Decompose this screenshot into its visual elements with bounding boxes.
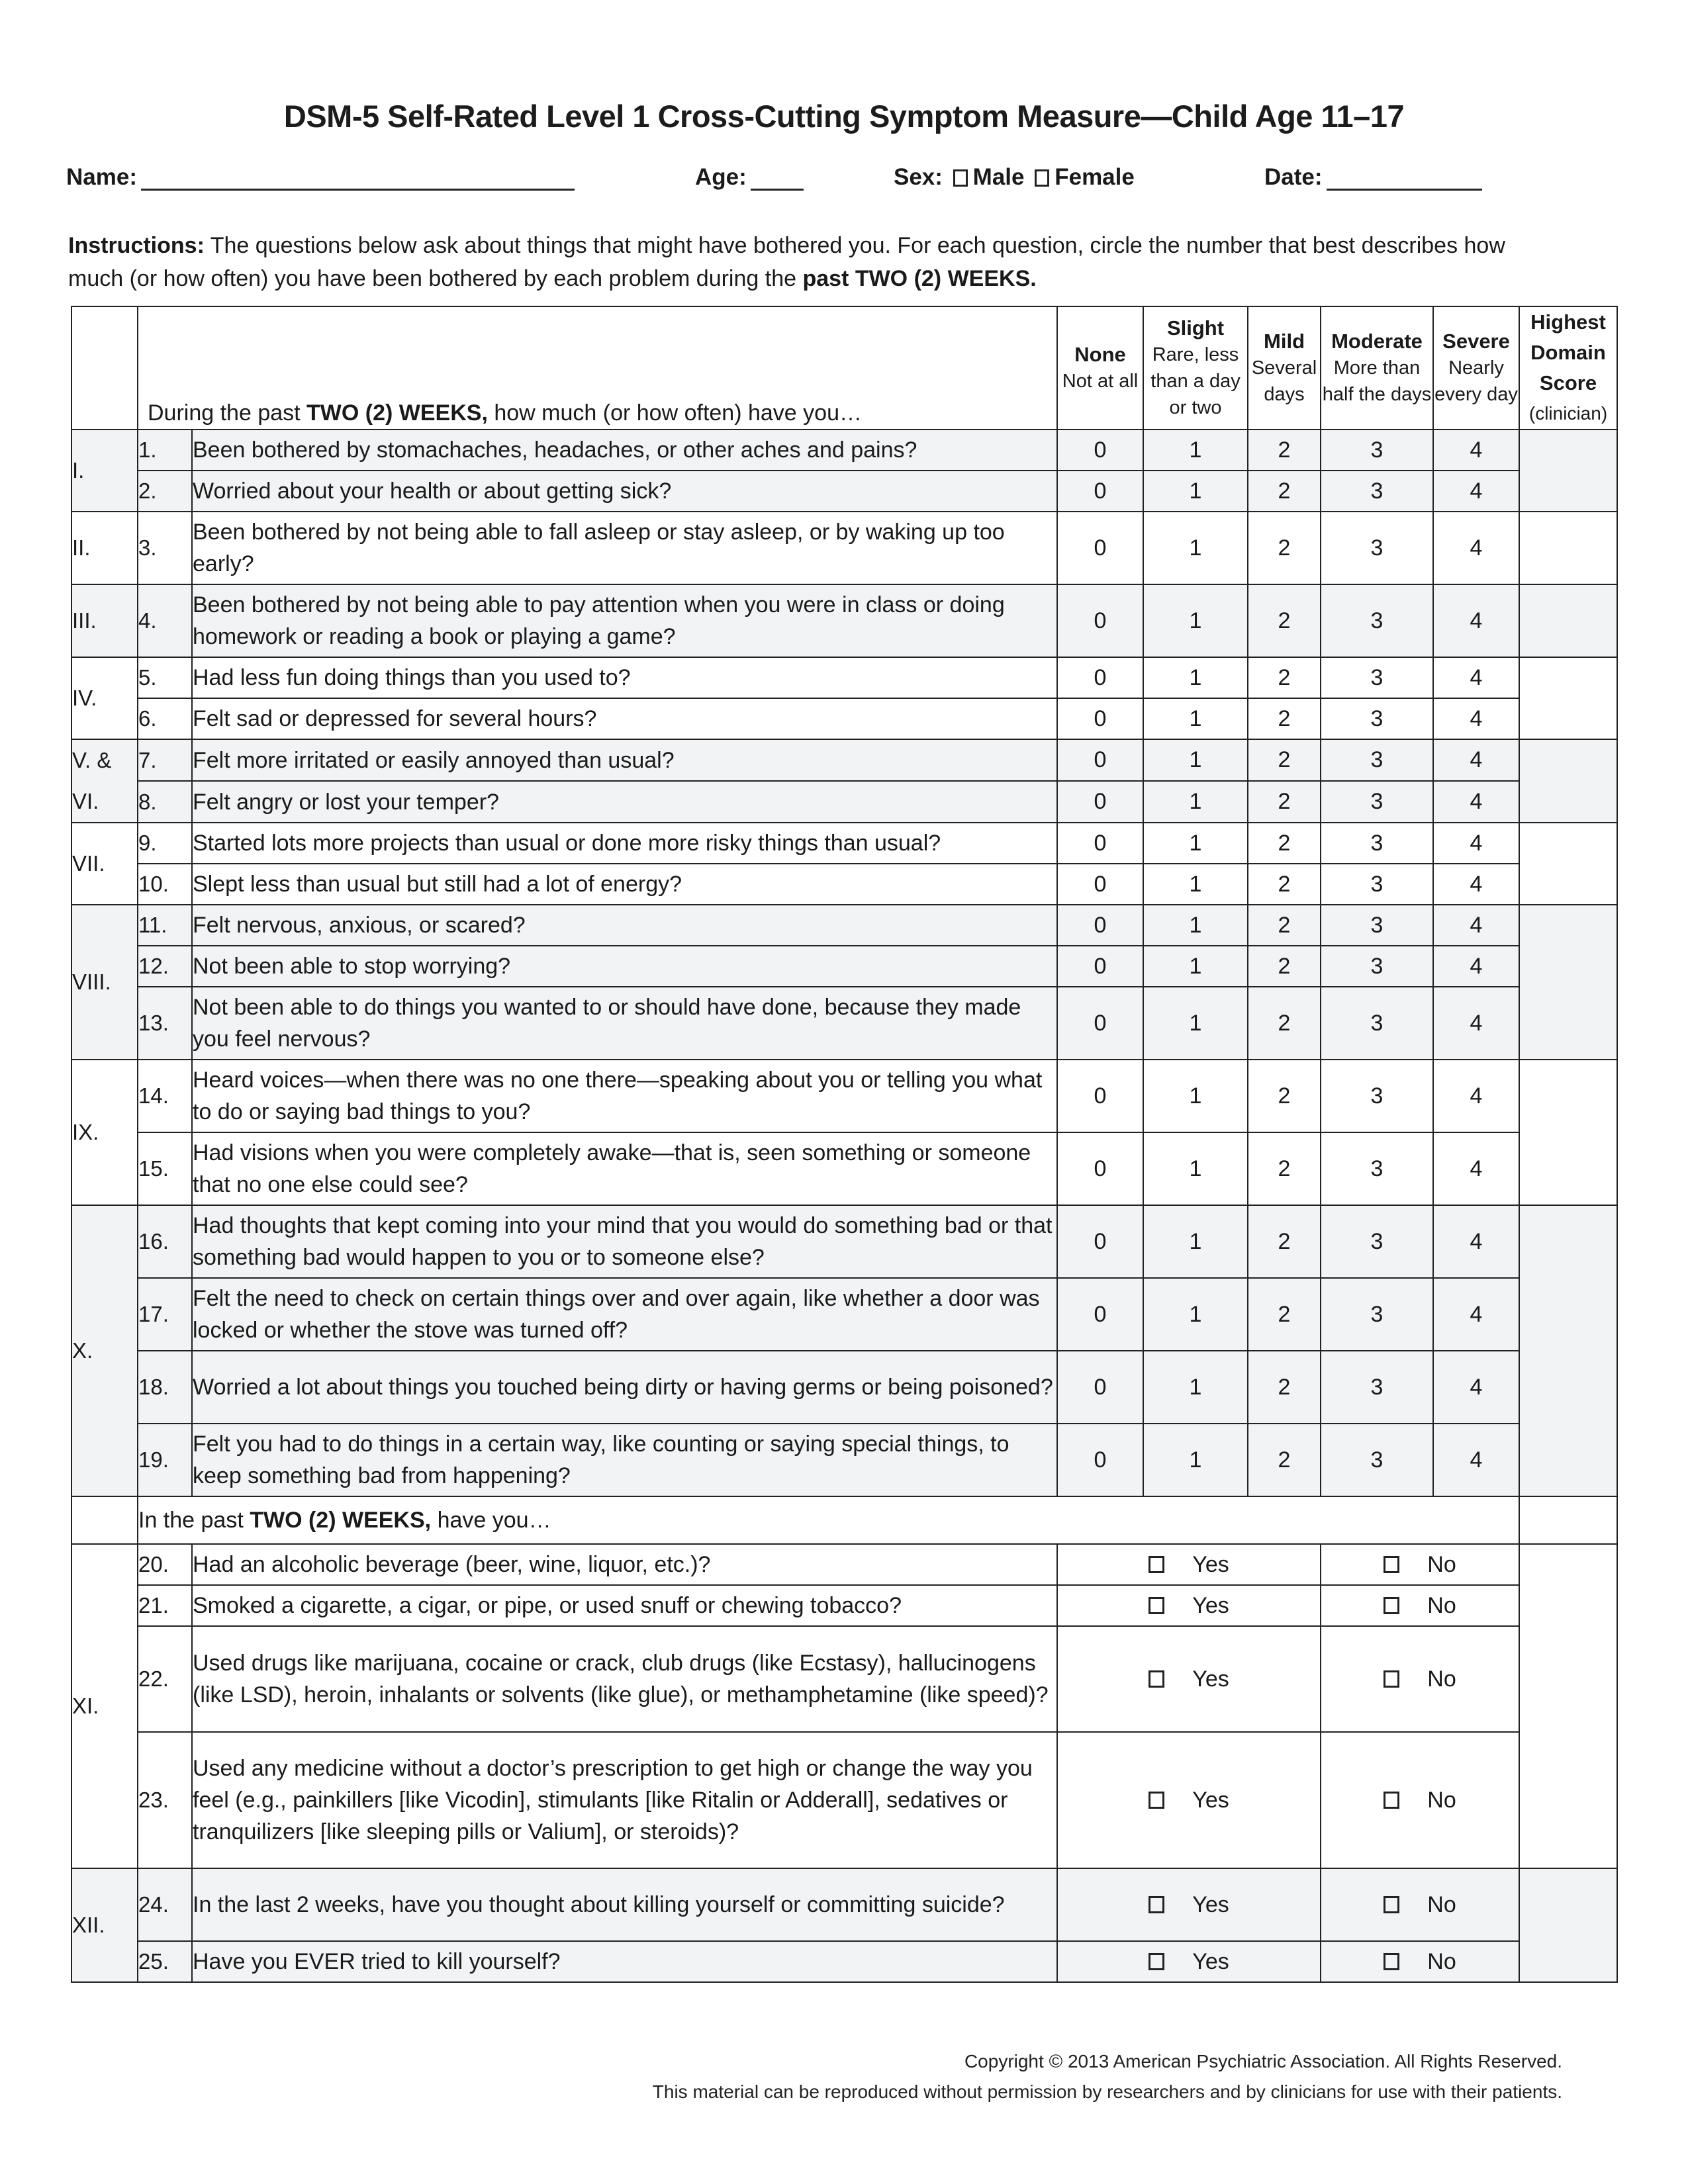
score-option-mild[interactable]: 2 xyxy=(1248,739,1321,781)
score-option-slight[interactable]: 1 xyxy=(1143,946,1248,987)
item-number: 22. xyxy=(138,1626,192,1732)
score-option-moderate[interactable]: 3 xyxy=(1321,781,1433,823)
female-label: Female xyxy=(1055,164,1135,190)
table-row xyxy=(71,1424,1617,1496)
highest-domain-score-cell[interactable] xyxy=(1519,584,1617,657)
highest-domain-score-cell[interactable] xyxy=(1519,1544,1617,1868)
item-number: 3. xyxy=(138,512,192,584)
section2-prompt-bold: TWO (2) WEEKS, xyxy=(250,1507,432,1533)
highest-domain-score-cell[interactable] xyxy=(1519,823,1617,905)
yes-option[interactable] xyxy=(1057,1941,1321,1982)
yes-label: Yes xyxy=(1192,1592,1229,1618)
no-label: No xyxy=(1427,1551,1456,1577)
domain-header xyxy=(71,306,138,430)
table-row xyxy=(71,698,1617,739)
section1-prompt-pre: During the past xyxy=(148,400,307,426)
item-number: 12. xyxy=(138,946,192,987)
item-question: Been bothered by not being able to fall asleep or stay asleep, or by waking up too early? xyxy=(192,512,1057,584)
score-option-moderate[interactable]: 3 xyxy=(1321,864,1433,905)
col-desc: Not at all xyxy=(1062,371,1139,392)
highest-domain-score-cell[interactable] xyxy=(1519,657,1617,739)
item-number: 7. xyxy=(138,739,192,781)
respondent-info xyxy=(66,164,1589,204)
score-option-none[interactable]: 0 xyxy=(1057,1205,1143,1278)
score-option-mild[interactable]: 2 xyxy=(1248,987,1321,1060)
no-checkbox[interactable] xyxy=(1383,1953,1399,1970)
no-option[interactable] xyxy=(1321,1585,1519,1626)
col-name: Moderate xyxy=(1331,330,1423,353)
score-option-none[interactable]: 0 xyxy=(1057,987,1143,1060)
score-option-mild[interactable]: 2 xyxy=(1248,657,1321,698)
score-option-none[interactable]: 0 xyxy=(1057,657,1143,698)
score-option-severe[interactable]: 4 xyxy=(1433,657,1519,698)
no-checkbox[interactable] xyxy=(1383,1670,1399,1688)
table-row xyxy=(71,1351,1617,1424)
item-question: Felt more irritated or easily annoyed than usual? xyxy=(192,739,1057,781)
score-option-severe[interactable]: 4 xyxy=(1433,864,1519,905)
table-row xyxy=(71,512,1617,584)
score-option-mild[interactable]: 2 xyxy=(1248,1351,1321,1424)
highest-domain-score-cell[interactable] xyxy=(1519,1060,1617,1205)
section2-prompt-row xyxy=(71,1496,1617,1544)
no-label: No xyxy=(1427,1666,1456,1692)
item-number: 5. xyxy=(138,657,192,698)
instructions-text: The questions below ask about things that might have bothered you. For each question, circle the number that best describes how much (or how often) you have been bothered by each problem during the xyxy=(68,233,1505,291)
item-question: Slept less than usual but still had a lot of energy? xyxy=(192,864,1057,905)
score-option-mild[interactable]: 2 xyxy=(1248,781,1321,823)
item-question: Used any medicine without a doctor’s prescription to get high or change the way you feel (e.g., painkillers [like Vicodin], stimulants [like Ritalin or Adderall], sedatives or tranquilizers [like sleeping pills or Valium], or steroids)? xyxy=(192,1732,1057,1868)
score-option-slight[interactable]: 1 xyxy=(1143,698,1248,739)
item-question: Started lots more projects than usual or done more risky things than usual? xyxy=(192,823,1057,864)
score-option-moderate[interactable]: 3 xyxy=(1321,1424,1433,1496)
col-desc: More than half the days xyxy=(1322,357,1432,405)
no-checkbox[interactable] xyxy=(1383,1792,1399,1809)
col-header-moderate xyxy=(1321,306,1433,430)
score-option-severe[interactable]: 4 xyxy=(1433,1060,1519,1132)
table-row xyxy=(71,905,1617,946)
score-option-slight[interactable]: 1 xyxy=(1143,471,1248,512)
item-question: Been bothered by stomachaches, headaches, or other aches and pains? xyxy=(192,430,1057,471)
yes-checkbox[interactable] xyxy=(1149,1556,1164,1573)
female-checkbox[interactable] xyxy=(1035,169,1049,187)
score-option-slight[interactable]: 1 xyxy=(1143,657,1248,698)
symptom-table xyxy=(71,306,1618,1983)
table-row xyxy=(71,1732,1617,1868)
no-option[interactable] xyxy=(1321,1626,1519,1732)
table-row xyxy=(71,1205,1617,1278)
score-option-mild[interactable]: 2 xyxy=(1248,1060,1321,1132)
item-number: 23. xyxy=(138,1732,192,1868)
item-question: Had visions when you were completely awake—that is, seen something or someone that no one else could see? xyxy=(192,1132,1057,1205)
sex-label: Sex: xyxy=(894,164,943,190)
score-option-mild[interactable]: 2 xyxy=(1248,1424,1321,1496)
table-row xyxy=(71,657,1617,698)
item-question: Felt you had to do things in a certain way, like counting or saying special things, to keep something bad from happening? xyxy=(192,1424,1057,1496)
score-option-severe[interactable]: 4 xyxy=(1433,584,1519,657)
instructions-label: Instructions: xyxy=(68,233,205,258)
yes-label: Yes xyxy=(1192,1551,1229,1577)
score-option-severe[interactable]: 4 xyxy=(1433,905,1519,946)
col-name: Severe xyxy=(1442,330,1510,353)
domain-label: II. xyxy=(71,512,138,584)
score-option-slight[interactable]: 1 xyxy=(1143,1205,1248,1278)
permission-text: This material can be reproduced without permission by researchers and by clinicians for use with their patients. xyxy=(652,2081,1562,2102)
domain-label: V. & VI. xyxy=(71,739,138,823)
item-number: 14. xyxy=(138,1060,192,1132)
date-label: Date: xyxy=(1264,164,1323,190)
yes-option[interactable] xyxy=(1057,1544,1321,1585)
yes-checkbox[interactable] xyxy=(1149,1597,1164,1614)
score-option-mild[interactable]: 2 xyxy=(1248,823,1321,864)
col-name: Domain xyxy=(1530,341,1606,364)
score-option-slight[interactable]: 1 xyxy=(1143,823,1248,864)
item-question: Heard voices—when there was no one there—speaking about you or telling you what to do or saying bad things to you? xyxy=(192,1060,1057,1132)
item-question: In the last 2 weeks, have you thought about killing yourself or committing suicide? xyxy=(192,1868,1057,1941)
score-option-slight[interactable]: 1 xyxy=(1143,584,1248,657)
footer xyxy=(653,2046,1562,2107)
highest-domain-score-cell[interactable] xyxy=(1519,739,1617,823)
item-number: 18. xyxy=(138,1351,192,1424)
score-option-moderate[interactable]: 3 xyxy=(1321,1205,1433,1278)
score-option-severe[interactable]: 4 xyxy=(1433,698,1519,739)
table-row xyxy=(71,987,1617,1060)
score-option-moderate[interactable]: 3 xyxy=(1321,430,1433,471)
no-option[interactable] xyxy=(1321,1868,1519,1941)
yes-checkbox[interactable] xyxy=(1149,1792,1164,1809)
yes-option[interactable] xyxy=(1057,1626,1321,1732)
score-option-moderate[interactable]: 3 xyxy=(1321,584,1433,657)
table-row xyxy=(71,1868,1617,1941)
col-desc: Nearly every day xyxy=(1434,357,1518,405)
item-question: Had less fun doing things than you used to? xyxy=(192,657,1057,698)
name-input[interactable] xyxy=(141,166,575,191)
age-label: Age: xyxy=(695,164,747,190)
domain-label: I. xyxy=(71,430,138,512)
score-option-severe[interactable]: 4 xyxy=(1433,946,1519,987)
table-row xyxy=(71,946,1617,987)
domain-label: III. xyxy=(71,584,138,657)
score-option-mild[interactable]: 2 xyxy=(1248,946,1321,987)
domain-label: IX. xyxy=(71,1060,138,1205)
highest-domain-score-cell[interactable] xyxy=(1519,1205,1617,1496)
table-header-row xyxy=(71,306,1617,430)
empty-score-cell xyxy=(1519,1496,1617,1544)
name-field[interactable] xyxy=(66,164,575,191)
score-option-moderate[interactable]: 3 xyxy=(1321,905,1433,946)
col-desc: Rare, less than a day or two xyxy=(1150,344,1241,418)
no-checkbox[interactable] xyxy=(1383,1896,1399,1913)
domain-label: XI. xyxy=(71,1544,138,1868)
item-number: 9. xyxy=(138,823,192,864)
yes-option[interactable] xyxy=(1057,1585,1321,1626)
col-name: Highest xyxy=(1530,310,1606,334)
score-option-none[interactable]: 0 xyxy=(1057,512,1143,584)
score-option-none[interactable]: 0 xyxy=(1057,781,1143,823)
score-option-severe[interactable]: 4 xyxy=(1433,781,1519,823)
score-option-mild[interactable]: 2 xyxy=(1248,905,1321,946)
score-option-none[interactable]: 0 xyxy=(1057,1278,1143,1351)
score-option-severe[interactable]: 4 xyxy=(1433,739,1519,781)
col-name: Score xyxy=(1539,371,1597,394)
score-option-moderate[interactable]: 3 xyxy=(1321,471,1433,512)
table-row xyxy=(71,1278,1617,1351)
score-option-none[interactable]: 0 xyxy=(1057,698,1143,739)
item-question: Felt angry or lost your temper? xyxy=(192,781,1057,823)
table-row xyxy=(71,1060,1617,1132)
score-option-slight[interactable]: 1 xyxy=(1143,864,1248,905)
domain-label: IV. xyxy=(71,657,138,739)
highest-domain-score-cell[interactable] xyxy=(1519,512,1617,584)
domain-label: VII. xyxy=(71,823,138,905)
score-option-moderate[interactable]: 3 xyxy=(1321,987,1433,1060)
item-number: 21. xyxy=(138,1585,192,1626)
score-option-mild[interactable]: 2 xyxy=(1248,471,1321,512)
item-number: 8. xyxy=(138,781,192,823)
col-header-mild xyxy=(1248,306,1321,430)
table-row xyxy=(71,781,1617,823)
domain-label: XII. xyxy=(71,1868,138,1982)
section1-prompt-post: how much (or how often) have you… xyxy=(487,400,862,426)
item-question: Worried a lot about things you touched being dirty or having germs or being poisoned? xyxy=(192,1351,1057,1424)
score-option-severe[interactable]: 4 xyxy=(1433,1424,1519,1496)
domain-label: X. xyxy=(71,1205,138,1496)
table-row xyxy=(71,1941,1617,1982)
table-row xyxy=(71,471,1617,512)
score-option-mild[interactable]: 2 xyxy=(1248,698,1321,739)
no-option[interactable] xyxy=(1321,1544,1519,1585)
no-label: No xyxy=(1427,1948,1456,1974)
item-number: 2. xyxy=(138,471,192,512)
score-option-slight[interactable]: 1 xyxy=(1143,987,1248,1060)
col-header-none xyxy=(1057,306,1143,430)
score-option-mild[interactable]: 2 xyxy=(1248,584,1321,657)
highest-domain-score-cell[interactable] xyxy=(1519,430,1617,512)
col-name: None xyxy=(1074,343,1126,366)
col-header-slight xyxy=(1143,306,1248,430)
instructions-emphasis: past TWO (2) WEEKS. xyxy=(802,266,1037,291)
domain-label: VIII. xyxy=(71,905,138,1060)
score-option-none[interactable]: 0 xyxy=(1057,864,1143,905)
score-option-slight[interactable]: 1 xyxy=(1143,1351,1248,1424)
item-question: Felt nervous, anxious, or scared? xyxy=(192,905,1057,946)
item-question: Worried about your health or about getting sick? xyxy=(192,471,1057,512)
col-name: Slight xyxy=(1166,316,1225,340)
yes-checkbox[interactable] xyxy=(1149,1670,1164,1688)
score-option-slight[interactable]: 1 xyxy=(1143,512,1248,584)
score-option-none[interactable]: 0 xyxy=(1057,823,1143,864)
score-option-moderate[interactable]: 3 xyxy=(1321,823,1433,864)
table-row xyxy=(71,584,1617,657)
score-option-slight[interactable]: 1 xyxy=(1143,1132,1248,1205)
score-option-mild[interactable]: 2 xyxy=(1248,1278,1321,1351)
table-row xyxy=(71,1626,1617,1732)
score-option-none[interactable]: 0 xyxy=(1057,471,1143,512)
item-question: Been bothered by not being able to pay attention when you were in class or doing homework or reading a book or playing a game? xyxy=(192,584,1057,657)
score-option-none[interactable]: 0 xyxy=(1057,584,1143,657)
score-option-severe[interactable]: 4 xyxy=(1433,823,1519,864)
age-field[interactable] xyxy=(695,164,804,191)
score-option-moderate[interactable]: 3 xyxy=(1321,512,1433,584)
score-option-slight[interactable]: 1 xyxy=(1143,905,1248,946)
empty-domain-cell xyxy=(71,1496,138,1544)
yes-label: Yes xyxy=(1192,1948,1229,1974)
table-row xyxy=(71,739,1617,781)
score-option-slight[interactable]: 1 xyxy=(1143,1060,1248,1132)
score-option-none[interactable]: 0 xyxy=(1057,946,1143,987)
score-option-mild[interactable]: 2 xyxy=(1248,864,1321,905)
score-option-severe[interactable]: 4 xyxy=(1433,1351,1519,1424)
no-label: No xyxy=(1427,1787,1456,1813)
item-question: Felt sad or depressed for several hours? xyxy=(192,698,1057,739)
item-number: 24. xyxy=(138,1868,192,1941)
score-option-none[interactable]: 0 xyxy=(1057,1060,1143,1132)
section2-prompt xyxy=(138,1496,1519,1544)
score-option-mild[interactable]: 2 xyxy=(1248,1205,1321,1278)
no-option[interactable] xyxy=(1321,1941,1519,1982)
score-option-moderate[interactable]: 3 xyxy=(1321,657,1433,698)
score-option-severe[interactable]: 4 xyxy=(1433,1278,1519,1351)
score-option-none[interactable]: 0 xyxy=(1057,739,1143,781)
yes-option[interactable] xyxy=(1057,1868,1321,1941)
yes-label: Yes xyxy=(1192,1891,1229,1917)
name-label: Name: xyxy=(66,164,137,190)
score-option-moderate[interactable]: 3 xyxy=(1321,1278,1433,1351)
score-option-mild[interactable]: 2 xyxy=(1248,512,1321,584)
score-option-slight[interactable]: 1 xyxy=(1143,1424,1248,1496)
score-option-moderate[interactable]: 3 xyxy=(1321,1132,1433,1205)
age-input[interactable] xyxy=(751,166,804,191)
score-option-slight[interactable]: 1 xyxy=(1143,430,1248,471)
section2-prompt-post: have you… xyxy=(431,1507,551,1533)
score-option-none[interactable]: 0 xyxy=(1057,430,1143,471)
no-label: No xyxy=(1427,1891,1456,1917)
no-checkbox[interactable] xyxy=(1383,1597,1399,1614)
item-number: 13. xyxy=(138,987,192,1060)
score-option-moderate[interactable]: 3 xyxy=(1321,739,1433,781)
item-question: Not been able to do things you wanted to or should have done, because they made you feel nervous? xyxy=(192,987,1057,1060)
yes-label: Yes xyxy=(1192,1787,1229,1813)
score-option-severe[interactable]: 4 xyxy=(1433,512,1519,584)
male-checkbox[interactable] xyxy=(953,169,968,187)
item-number: 4. xyxy=(138,584,192,657)
score-option-mild[interactable]: 2 xyxy=(1248,1132,1321,1205)
highest-domain-score-cell[interactable] xyxy=(1519,1868,1617,1982)
form-title: DSM-5 Self-Rated Level 1 Cross-Cutting Symptom Measure—Child Age 11–17 xyxy=(283,99,1405,134)
score-option-moderate[interactable]: 3 xyxy=(1321,698,1433,739)
item-question: Smoked a cigarette, a cigar, or pipe, or used snuff or chewing tobacco? xyxy=(192,1585,1057,1626)
col-desc: Several days xyxy=(1251,357,1317,405)
score-option-moderate[interactable]: 3 xyxy=(1321,1351,1433,1424)
score-option-severe[interactable]: 4 xyxy=(1433,430,1519,471)
item-number: 10. xyxy=(138,864,192,905)
item-number: 11. xyxy=(138,905,192,946)
item-number: 6. xyxy=(138,698,192,739)
table-row xyxy=(71,430,1617,471)
score-option-mild[interactable]: 2 xyxy=(1248,430,1321,471)
item-question: Had thoughts that kept coming into your mind that you would do something bad or that something bad would happen to you or to someone else? xyxy=(192,1205,1057,1278)
yes-label: Yes xyxy=(1192,1666,1229,1692)
score-option-slight[interactable]: 1 xyxy=(1143,1278,1248,1351)
table-row xyxy=(71,1544,1617,1585)
yes-option[interactable] xyxy=(1057,1732,1321,1868)
no-label: No xyxy=(1427,1592,1456,1618)
item-number: 19. xyxy=(138,1424,192,1496)
score-option-none[interactable]: 0 xyxy=(1057,905,1143,946)
item-number: 1. xyxy=(138,430,192,471)
yes-checkbox[interactable] xyxy=(1149,1896,1164,1913)
score-option-slight[interactable]: 1 xyxy=(1143,739,1248,781)
section1-prompt-bold: TWO (2) WEEKS, xyxy=(306,400,488,426)
table-row xyxy=(71,1132,1617,1205)
item-question: Had an alcoholic beverage (beer, wine, liquor, etc.)? xyxy=(192,1544,1057,1585)
section1-prompt xyxy=(138,306,1057,430)
score-option-none[interactable]: 0 xyxy=(1057,1132,1143,1205)
score-option-slight[interactable]: 1 xyxy=(1143,781,1248,823)
score-option-severe[interactable]: 4 xyxy=(1433,987,1519,1060)
date-field[interactable] xyxy=(1264,164,1482,191)
item-number: 25. xyxy=(138,1941,192,1982)
table-row xyxy=(71,823,1617,864)
score-option-moderate[interactable]: 3 xyxy=(1321,1060,1433,1132)
copyright-text: Copyright © 2013 American Psychiatric Association. All Rights Reserved. xyxy=(964,2051,1562,2071)
score-option-severe[interactable]: 4 xyxy=(1433,1132,1519,1205)
table-row xyxy=(71,864,1617,905)
yes-checkbox[interactable] xyxy=(1149,1953,1164,1970)
item-number: 17. xyxy=(138,1278,192,1351)
item-question: Have you EVER tried to kill yourself? xyxy=(192,1941,1057,1982)
instructions xyxy=(68,229,1564,295)
no-option[interactable] xyxy=(1321,1732,1519,1868)
score-option-none[interactable]: 0 xyxy=(1057,1351,1143,1424)
col-header-severe xyxy=(1433,306,1519,430)
item-question: Felt the need to check on certain things over and over again, like whether a door was locked or whether the stove was turned off? xyxy=(192,1278,1057,1351)
col-name: Mild xyxy=(1264,330,1305,353)
highest-domain-score-cell[interactable] xyxy=(1519,905,1617,1060)
score-option-none[interactable]: 0 xyxy=(1057,1424,1143,1496)
no-checkbox[interactable] xyxy=(1383,1556,1399,1573)
item-number: 15. xyxy=(138,1132,192,1205)
item-question: Used drugs like marijuana, cocaine or crack, club drugs (like Ecstasy), hallucinogens (like LSD), heroin, inhalants or solvents (like glue), or methamphetamine (like speed)? xyxy=(192,1626,1057,1732)
male-label: Male xyxy=(972,164,1025,190)
score-option-severe[interactable]: 4 xyxy=(1433,1205,1519,1278)
score-option-moderate[interactable]: 3 xyxy=(1321,946,1433,987)
col-desc: (clinician) xyxy=(1528,403,1608,424)
section2-prompt-pre: In the past xyxy=(138,1507,250,1533)
table-row xyxy=(71,1585,1617,1626)
date-input[interactable] xyxy=(1327,166,1482,191)
item-question: Not been able to stop worrying? xyxy=(192,946,1057,987)
sex-field xyxy=(894,164,1135,191)
score-option-severe[interactable]: 4 xyxy=(1433,471,1519,512)
col-header-highest-domain-score xyxy=(1519,306,1617,430)
item-number: 20. xyxy=(138,1544,192,1585)
item-number: 16. xyxy=(138,1205,192,1278)
